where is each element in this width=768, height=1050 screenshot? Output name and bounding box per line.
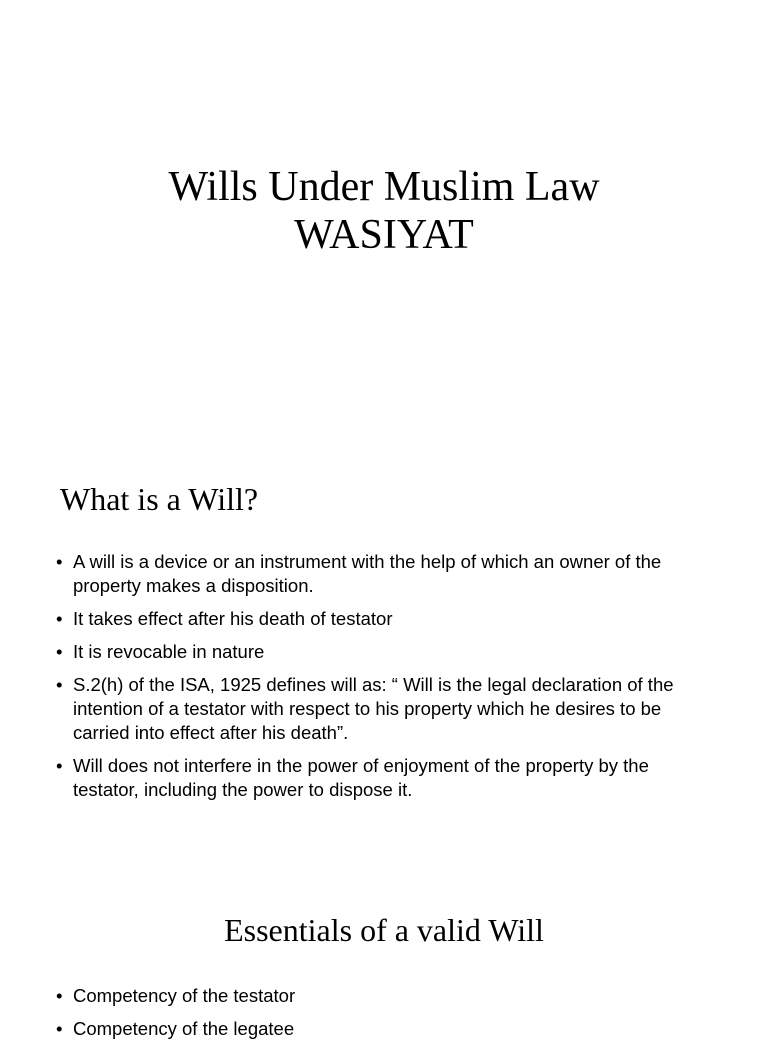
- slide-title: [0, 0, 768, 440]
- bullet-dot-icon: •: [56, 1018, 63, 1039]
- title-line-2: WASIYAT: [294, 212, 474, 258]
- bullet-text: S.2(h) of the ISA, 1925 defines will as: “ Will is the legal declaration of the intention of a testator with respect to his property which he desires to be carried into effect after his death”.: [73, 674, 674, 743]
- bullet-item: [56, 1017, 716, 1041]
- bullet-item: [56, 550, 716, 598]
- bullet-dot-icon: •: [56, 608, 63, 629]
- title-line-1: Wills Under Muslim Law: [168, 164, 600, 210]
- bullet-item: [56, 640, 716, 664]
- bullet-text: Competency of the legatee: [73, 1018, 295, 1039]
- bullet-text: Will does not interfere in the power of enjoyment of the property by the testator, including the power to dispose it.: [73, 755, 649, 800]
- bullet-text: It takes effect after his death of testator: [73, 608, 393, 629]
- bullet-item: [56, 673, 716, 745]
- bullet-item: [56, 984, 716, 1008]
- bullet-text: A will is a device or an instrument with the help of which an owner of the property makes a disposition.: [73, 551, 662, 596]
- slide-heading: What is a Will?: [60, 481, 259, 517]
- bullet-list: [56, 984, 716, 1050]
- slide-heading: Essentials of a valid Will: [224, 912, 544, 948]
- bullet-item: [56, 607, 716, 631]
- bullet-dot-icon: •: [56, 985, 63, 1006]
- presentation-title: [0, 163, 768, 259]
- bullet-text: It is revocable in nature: [73, 641, 265, 662]
- slide-what-is-a-will: [0, 440, 768, 870]
- bullet-dot-icon: •: [56, 641, 63, 662]
- bullet-dot-icon: •: [56, 551, 63, 572]
- slide-essentials: [0, 870, 768, 1039]
- bullet-text: Competency of the testator: [73, 985, 296, 1006]
- bullet-item: [56, 754, 716, 802]
- bullet-dot-icon: •: [56, 674, 63, 695]
- bullet-list: [56, 550, 716, 811]
- bullet-dot-icon: •: [56, 755, 63, 776]
